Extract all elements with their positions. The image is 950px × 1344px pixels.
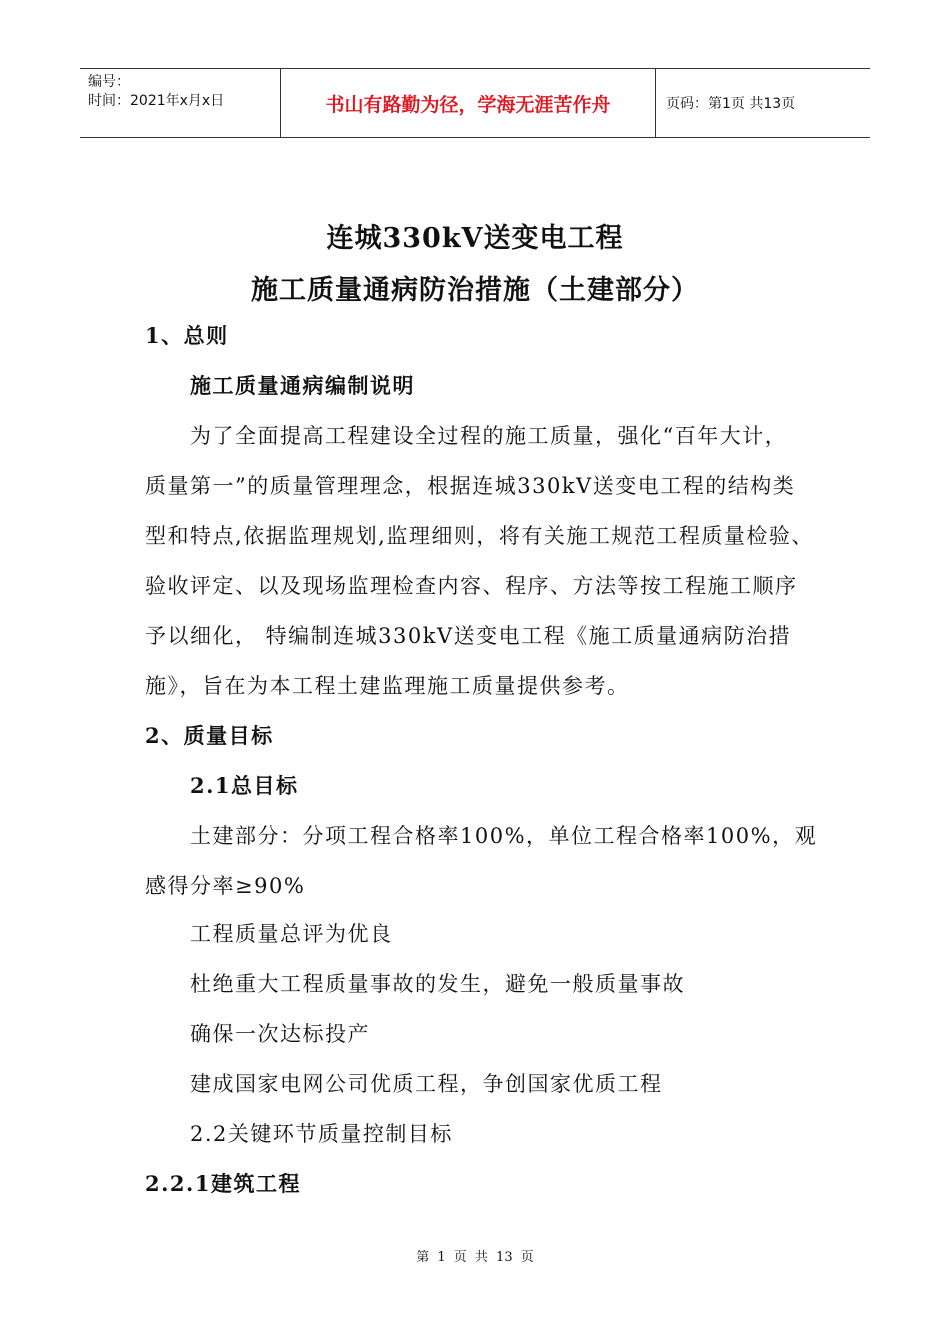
paragraph-line: 感得分率≥90% xyxy=(145,874,306,898)
subsection-heading: 2.2.1建筑工程 xyxy=(145,1171,301,1196)
subsection-heading: 2.1总目标 xyxy=(190,773,299,798)
paragraph-line: 工程质量总评为优良 xyxy=(190,922,393,946)
number-label: 编号： xyxy=(88,74,130,90)
paragraph-line: 型和特点,依据监理规划,监理细则，将有关施工规范工程质量检验、 xyxy=(145,524,814,548)
date-label: 时间：2021年x月x日 xyxy=(88,93,225,109)
document-title-line-1: 连城330kV送变电工程 xyxy=(326,223,624,254)
paragraph-line: 确保一次达标投产 xyxy=(190,1022,370,1046)
paragraph-line: 予以细化， 特编制连城330kV送变电工程《施工质量通病防治措 xyxy=(145,624,792,648)
paragraph-line: 为了全面提高工程建设全过程的施工质量，强化“百年大计， xyxy=(190,424,788,448)
header-meta xyxy=(80,69,281,137)
document-header xyxy=(80,68,870,138)
paragraph-line: 验收评定、以及现场监理检查内容、程序、方法等按工程施工顺序 xyxy=(145,574,798,598)
section-heading-1: 1、总则 xyxy=(145,323,229,348)
document-title-line-2: 施工质量通病防治措施（土建部分） xyxy=(251,275,699,306)
paragraph-line: 质量第一”的质量管理理念，根据连城330kV送变电工程的结构类 xyxy=(145,474,796,498)
page-footer: 第 1 页 共 13 页 xyxy=(416,1250,534,1265)
paragraph-line: 2.2关键环节质量控制目标 xyxy=(190,1122,453,1146)
paragraph-line: 建成国家电网公司优质工程，争创国家优质工程 xyxy=(190,1072,663,1096)
header-motto: 书山有路勤为径，学海无涯苦作舟 xyxy=(281,69,656,137)
header-page-info: 页码：第1页 共13页 xyxy=(666,96,796,112)
paragraph-line: 杜绝重大工程质量事故的发生，避免一般质量事故 xyxy=(190,972,685,996)
paragraph-line: 施》，旨在为本工程土建监理施工质量提供参考。 xyxy=(145,674,630,698)
subsection-heading: 施工质量通病编制说明 xyxy=(190,373,415,398)
section-heading-2: 2、质量目标 xyxy=(145,723,274,748)
paragraph-line: 土建部分：分项工程合格率100%，单位工程合格率100%，观 xyxy=(190,824,818,848)
